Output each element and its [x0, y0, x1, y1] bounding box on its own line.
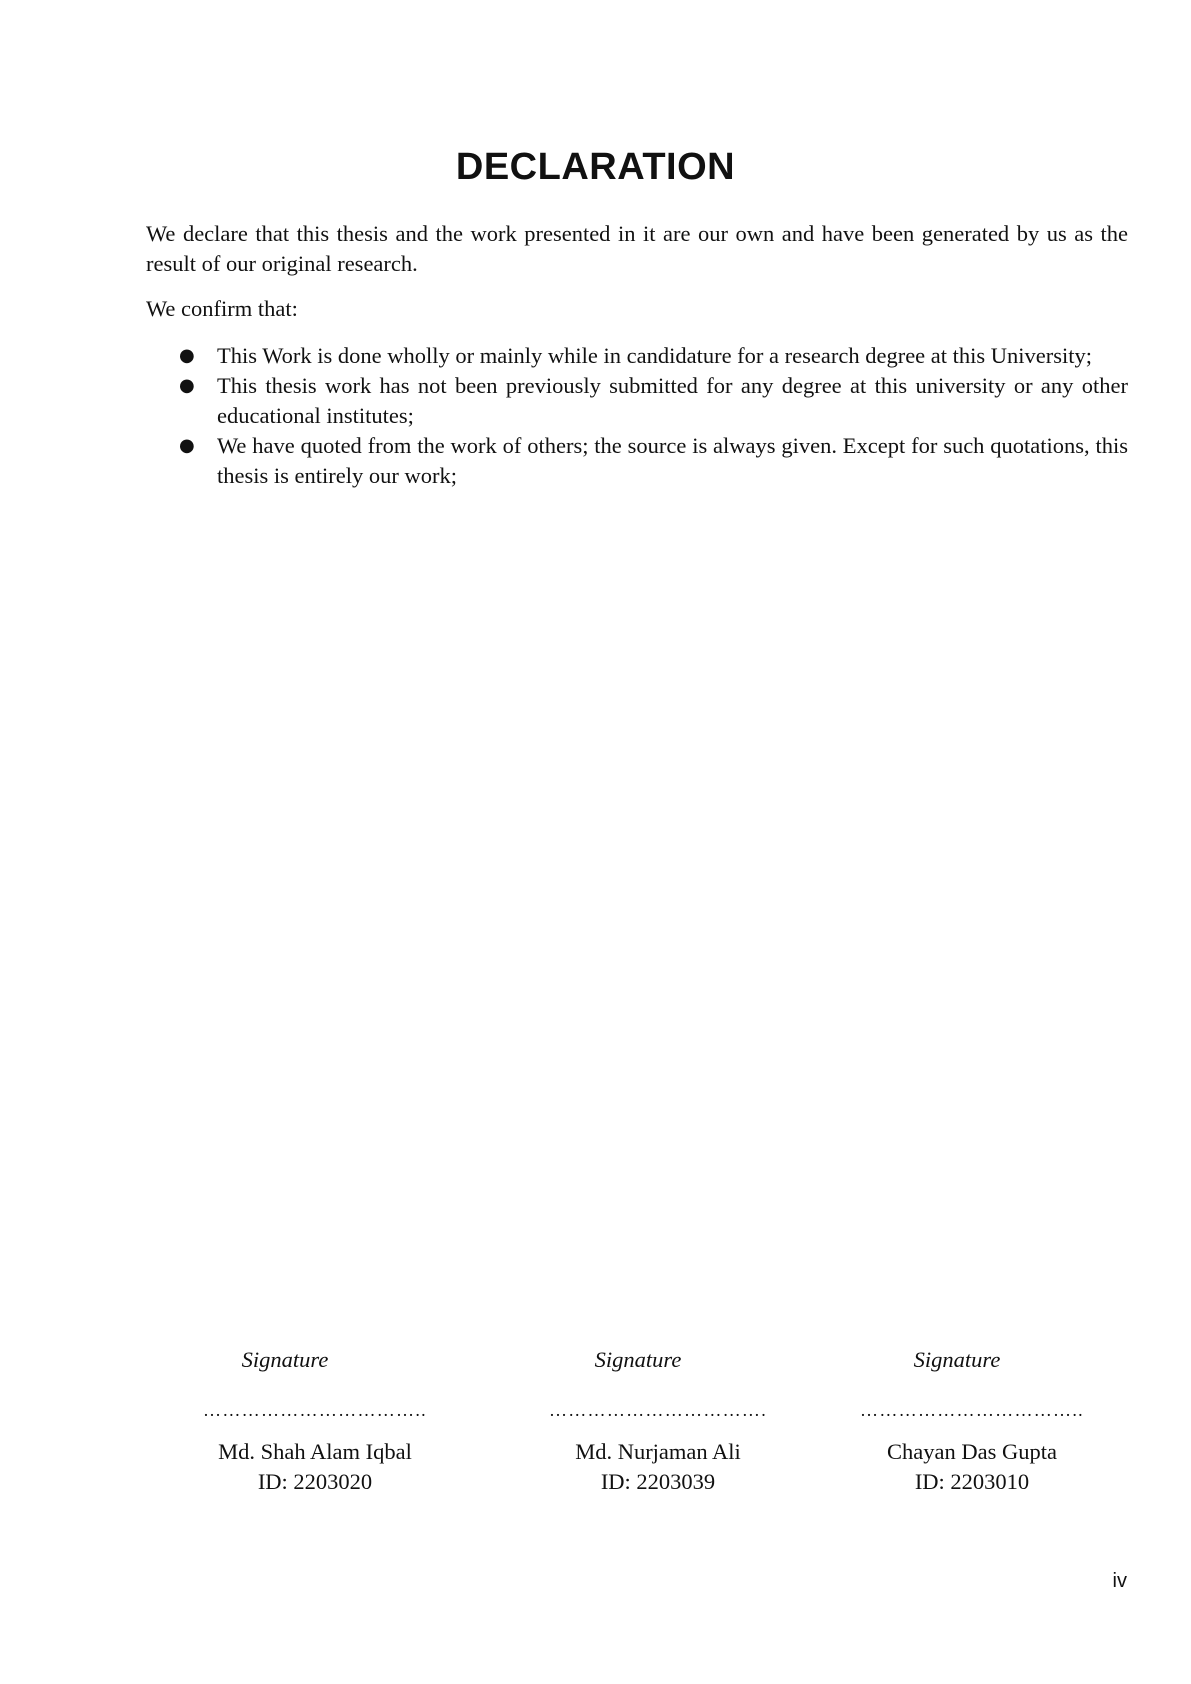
list-item-text: This thesis work has not been previously submitted for any degree at this university or any other educational institutes;: [217, 373, 1128, 428]
signature-block-2: [508, 1345, 808, 1497]
page-title: DECLARATION: [455, 146, 736, 188]
signature-label: Signature: [241, 1347, 329, 1372]
confirmation-list: [146, 341, 1128, 491]
signatory-id: ID: 2203020: [257, 1469, 373, 1494]
signature-block-3: [822, 1345, 1122, 1497]
list-item: [146, 371, 1128, 431]
bullet-icon: ●: [179, 345, 195, 366]
signatory-name: Md. Nurjaman Ali: [575, 1439, 741, 1464]
page-number: iv: [1112, 1570, 1127, 1592]
signature-line: …………………………….: [548, 1400, 768, 1420]
declaration-intro: We declare that this thesis and the work presented in it are our own and have been generated by us as the result of our original research.: [146, 221, 1128, 276]
signatory-name: Md. Shah Alam Iqbal: [218, 1439, 412, 1464]
list-item-text: We have quoted from the work of others; the source is always given. Except for such quotations, this thesis is entirely our work;: [217, 433, 1128, 488]
confirm-lead: We confirm that:: [146, 296, 298, 321]
bullet-icon: ●: [179, 375, 195, 396]
signatory-id: ID: 2203039: [600, 1469, 716, 1494]
signatory-name: Chayan Das Gupta: [887, 1439, 1057, 1464]
list-item: [146, 431, 1128, 491]
list-item-text: This Work is done wholly or mainly while in candidature for a research degree at this University;: [217, 343, 1093, 368]
signature-block-1: [165, 1345, 465, 1497]
signature-label: Signature: [594, 1347, 682, 1372]
list-item: [146, 341, 1128, 371]
signature-label: Signature: [913, 1347, 1001, 1372]
signature-line: ……………………………..: [860, 1400, 1084, 1420]
signature-line: ……………………………..: [203, 1400, 427, 1420]
bullet-icon: ●: [179, 435, 195, 456]
signatory-id: ID: 2203010: [914, 1469, 1030, 1494]
